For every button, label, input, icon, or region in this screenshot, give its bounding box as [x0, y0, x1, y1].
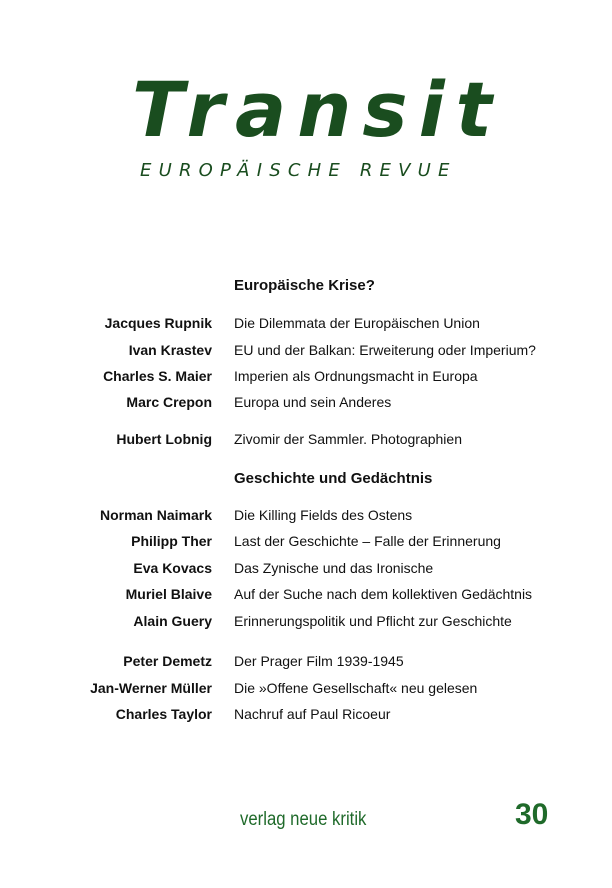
entry-author: Charles Taylor [115, 706, 212, 722]
entry-author: Alain Guery [133, 613, 212, 629]
toc-entry [0, 705, 612, 723]
toc-entry [0, 612, 612, 630]
entry-title: Der Prager Film 1939-1945 [234, 653, 404, 669]
toc-entry [0, 652, 612, 670]
entry-title: Das Zynische und das Ironische [234, 560, 434, 576]
toc-entry [0, 393, 612, 411]
entry-author: Eva Kovacs [133, 560, 212, 576]
entry-author: Marc Crepon [126, 394, 212, 410]
entry-title: Die Dilemmata der Europäischen Union [234, 315, 480, 331]
toc-entry [0, 367, 612, 385]
toc-entry [0, 341, 612, 359]
toc-entry [0, 585, 612, 603]
entry-title: Die »Offene Gesellschaft« neu gelesen [234, 680, 478, 696]
publisher-name: verlag neue kritik [240, 809, 367, 830]
journal-title: Transit [132, 65, 503, 154]
entry-title: Die Killing Fields des Ostens [234, 507, 413, 523]
issue-number: 30 [515, 798, 549, 831]
toc-entry [0, 532, 612, 550]
entry-title: Zivomir der Sammler. Photographien [234, 431, 462, 447]
entry-author: Jacques Rupnik [104, 315, 212, 331]
entry-author: Jan-Werner Müller [90, 680, 212, 696]
entry-author: Hubert Lobnig [116, 431, 212, 447]
entry-author: Muriel Blaive [125, 586, 212, 602]
entry-author: Charles S. Maier [103, 368, 212, 384]
toc-entry [0, 430, 612, 448]
entry-title: EU und der Balkan: Erweiterung oder Imperium? [234, 342, 536, 358]
toc-entry [0, 506, 612, 524]
entry-author: Philipp Ther [131, 533, 212, 549]
entry-title: Auf der Suche nach dem kollektiven Gedächtnis [234, 586, 533, 602]
toc-entry [0, 314, 612, 332]
entry-author: Ivan Krastev [128, 342, 212, 358]
toc-entry [0, 559, 612, 577]
entry-title: Nachruf auf Paul Ricoeur [234, 706, 391, 722]
entry-title: Erinnerungspolitik und Pflicht zur Geschichte [234, 613, 512, 629]
entry-title: Europa und sein Anderes [234, 394, 392, 410]
journal-subtitle: EUROPÄISCHE REVUE [140, 160, 457, 181]
section-heading-europaeische-krise: Europäische Krise? [234, 277, 375, 294]
toc-entry [0, 679, 612, 697]
section-heading-geschichte-und-gedaechtnis: Geschichte und Gedächtnis [234, 470, 433, 487]
entry-title: Last der Geschichte – Falle der Erinnerung [234, 533, 501, 549]
entry-title: Imperien als Ordnungsmacht in Europa [234, 368, 478, 384]
entry-author: Peter Demetz [123, 653, 212, 669]
entry-author: Norman Naimark [99, 507, 212, 523]
